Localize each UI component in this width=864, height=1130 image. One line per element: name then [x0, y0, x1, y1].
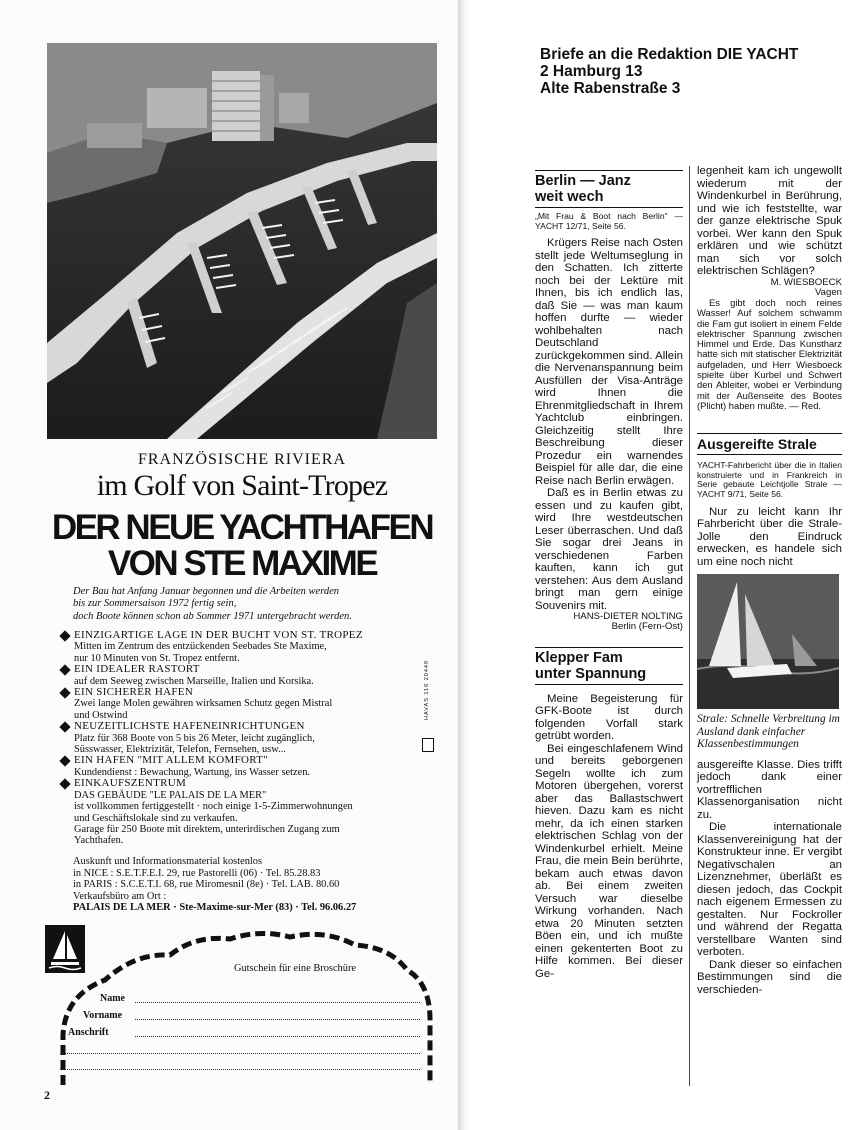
ad-feature-title: EIN SICHERER HAFEN [60, 687, 435, 698]
letter1-headline-line: weit wech [535, 189, 604, 205]
coupon-name-label: Name [100, 993, 125, 1004]
ad-contact-line: in NICE : S.E.T.F.E.I. 29, rue Pastorelli (06) · Tel. 85.28.83 [73, 867, 321, 879]
ad-feature-line: Mitten im Zentrum des entzückenden Seebades Ste Maxime, [74, 641, 327, 653]
coupon-anschrift-line [135, 1036, 420, 1037]
ad-contact-line: PALAIS DE LA MER · Ste-Maxime-sur-Mer (83) · Tel. 96.06.27 [73, 902, 357, 914]
letter2-continued: legenheit kam ich ungewollt wiederum mit der Windenkurbel in Berührung, und wie ich feststellte, war der ganze elektrische Spuk vorbei. Wer kann den Spuk erklären und wie schützt man sich vor solch elektrischen Schlägen? [697, 165, 842, 277]
ad-feature-line: Zwei lange Molen gewähren wirksamen Schutz gegen Mistral [74, 698, 333, 710]
ad-feature [60, 778, 435, 846]
ad-intro-line: doch Boote können schon ab Sommer 1971 untergebracht werden. [73, 610, 352, 622]
ad-contact-line: in PARIS : S.C.E.T.I. 68, rue Miromesnil (8e) · Tel. LAB. 80.60 [73, 879, 340, 891]
ad-feature-title: EINKAUFSZENTRUM [60, 778, 435, 789]
ad-feature [60, 721, 435, 755]
ad-feature-list [60, 630, 435, 847]
ad-headline-line1: DER NEUE YACHTHAFEN [51, 508, 433, 547]
marina-aerial-photo [47, 43, 437, 439]
coupon-blank-line[interactable] [60, 1053, 420, 1054]
page-number: 2 [44, 1088, 50, 1102]
ad-feature-line: Kundendienst : Bewachung, Wartung, ins Wasser setzen. [74, 766, 311, 778]
coupon-vorname-field[interactable] [65, 1010, 420, 1021]
editorial-address [540, 46, 840, 97]
letter1-headline-line: Berlin — Janz [535, 173, 631, 189]
letter2-signature-place: Vagen [814, 286, 842, 298]
letter3-paragraph: Dank dieser so einfachen Bestimmungen sind die verschieden- [697, 958, 842, 996]
coupon-vorname-line [135, 1019, 420, 1020]
ad-feature-line: Platz für 368 Boote von 5 bis 26 Meter, leicht zugänglich, [74, 732, 315, 744]
letters-column-2 [697, 165, 842, 996]
letter2-signature-name: M. WIESBOECK [770, 276, 842, 288]
ad-contact [73, 856, 433, 914]
coupon-title: Gutschein für eine Broschüre [233, 963, 357, 974]
address-line: 2 Hamburg 13 [540, 63, 643, 80]
ad-intro-line: bis zur Sommersaison 1972 fertig sein, [73, 598, 237, 610]
letter3-paragraph: Die internationale Klassenvereinigung hat der Konstrukteur inne. Er vergibt Negativschalen an Lizenznehmer, überläßt es diesen jedoch, das Cockpit nach eigenem Ermessen zu gestalten. Nur Fockroller und während der Regatta verstellbare Wanten sind verboten. [697, 821, 842, 959]
coupon-name-field[interactable] [65, 993, 420, 1004]
ad-feature [60, 630, 435, 664]
ad-feature-title: EINZIGARTIGE LAGE IN DER BUCHT VON ST. TROPEZ [60, 630, 435, 641]
letter1-headline [535, 170, 683, 208]
ad-feature-line: Garage für 250 Boote mit direktem, unterirdischen Zugang zum [74, 823, 340, 835]
ad-feature-line: DAS GEBÄUDE "LE PALAIS DE LA MER" [74, 789, 267, 801]
letter2-headline-line: Klepper Fam [535, 649, 623, 666]
ad-feature-line: nur 10 Minuten von St. Tropez entfernt. [74, 652, 240, 664]
ad-feature-line: und Geschäftslokale sind zu verkaufen. [74, 812, 238, 824]
coupon-blank-line[interactable] [60, 1069, 420, 1070]
ad-feature-line: Yachthafen. [74, 835, 124, 847]
ad-intro-line: Der Bau hat Anfang Januar begonnen und die Arbeiten werden [73, 586, 340, 597]
letter2-paragraph: Bei eingeschlafenem Wind und bereits geborgenen Segeln wollte ich zum Motoren übergehen, vorerst aber das Ballastschwert hieven. Dazu kam es nicht mehr, da ich einen starken elektrischen Schlag von der Windenkurbel erhielt. Meine Frau, die mein Bein berührte, bekam auch etwas davon ab. Bei einem zweiten Versuch war dieselbe Wirkung vorhanden. Nach etwa 20 Minuten setzten Böen ein, und ich mußte einen gekenterten Boot zu Hilfe kommen. Bei dieser Ge- [535, 742, 683, 980]
ad-feature [60, 755, 435, 778]
ad-feature [60, 664, 435, 687]
ad-feature-title: EIN HAFEN "MIT ALLEM KOMFORT" [60, 755, 435, 766]
ad-feature-line: und Ostwind [74, 709, 128, 721]
letter3-paragraph: Nur zu leicht kann Ihr Fahrbericht über die Strale-Jolle den Eindruck erwecken, es handele sich um eine noch nicht [697, 505, 842, 568]
letter2-editor-reply: Es gibt doch noch reines Wasser! Auf solchem schwamm die Fam gut isoliert in einem Felde elektrischer Spannung zwischen Himmel und Erde. Das Kunstharz hatte sich mit statischer Elektrizität aufgeladen, und Herr Wiesboeck spielte über Kurbel und Schwert den Ableiter, wobei er Verbindung mit der Außenseite des Bootes (Plicht) haben mußte. — Red. [697, 296, 842, 411]
page-gutter [458, 0, 470, 1130]
brochure-coupon [45, 925, 440, 1085]
coupon-border [45, 925, 440, 1085]
letter3-headline: Ausgereifte Strale [697, 433, 842, 455]
address-line: Alte Rabenstraße 3 [540, 80, 681, 97]
sailboat-logo-icon [45, 925, 85, 973]
address-line: Briefe an die Redaktion DIE YACHT [540, 46, 799, 63]
letter1-signature-name: HANS-DIETER NOLTING [573, 611, 683, 623]
coupon-anschrift-field[interactable] [65, 1027, 420, 1038]
coupon-vorname-label: Vorname [83, 1010, 123, 1021]
ad-feature-line: Süsswasser, Elektrizität, Telefon, Fernsehen, usw... [74, 744, 286, 756]
letter2-headline [535, 647, 683, 685]
ad-subtitle: im Golf von Saint-Tropez [96, 469, 388, 502]
coupon-anschrift-label: Anschrift [68, 1027, 109, 1038]
ad-contact-line: Verkaufsbüro am Ort : [73, 890, 167, 902]
column-divider [689, 166, 690, 1086]
ad-agency-code: HAVAS 116 20449 [424, 660, 430, 720]
ad-feature-title: EIN IDEALER RASTORT [60, 664, 435, 675]
letter2-headline-line: unter Spannung [535, 665, 647, 682]
letter1-paragraph: Krügers Reise nach Osten stellt jede Weltumseglung in den Schatten. Ich zitterte noch bei der Lektüre mit Ihnen, bis ich endlich las, daß Sie — was man kaum hoffen durfte — wieder wohlbehalten nach Deutschland zurückgekommen sind. Allein die Nervenanspannung beim Ausfüllen der Visa-Anträge wird Ihnen die Ehrenmitgliedschaft in Ihrem Yachtclub einbringen. Gleichzeitig stellt Ihre Beschreibung dieser Prozedur ein warnendes Beispiel für alle dar, die eine Reise nach Berlin erwägen. [535, 237, 683, 487]
photo-caption: Strale: Schnelle Verbreitung im Ausland dank einfacher Klassenbestimmungen [697, 713, 840, 751]
letters-column-1 [535, 170, 683, 980]
ad-intro [73, 586, 433, 623]
ad-headline-line2: VON STE MAXIME [107, 544, 377, 583]
ad-feature-line: ist vollkommen fertiggestellt · noch einige 1-5-Zimmerwohnungen [74, 801, 353, 813]
letter1-signature-place: Berlin (Fern-Ost) [611, 621, 683, 633]
agency-logo-icon [422, 738, 434, 752]
ad-feature [60, 687, 435, 721]
letter2-paragraph: Meine Begeisterung für GFK-Boote ist durch folgenden Vorfall stark getrübt worden. [535, 692, 683, 743]
strale-sailboat-photo [697, 574, 839, 709]
letter1-reference: „Mit Frau & Boot nach Berlin" — YACHT 12/71, Seite 56. [535, 211, 683, 231]
ad-feature-line: auf dem Seeweg zwischen Marseille, Italien und Korsika. [74, 675, 314, 687]
ad-kicker: FRANZÖSISCHE RIVIERA [137, 451, 346, 468]
ad-feature-title: NEUZEITLICHSTE HAFENEINRICHTUNGEN [60, 721, 435, 732]
ad-contact-line: Auskunft und Informationsmaterial kostenlos [73, 856, 263, 867]
coupon-name-line [135, 1002, 420, 1003]
letter3-reference: YACHT-Fahrbericht über die in Italien konstruierte und in Frankreich in Serie gebaute Leichtjolle Strale — YACHT 9/71, Seite 56. [697, 460, 842, 499]
ad-headline [47, 510, 437, 582]
letter1-paragraph: Daß es in Berlin etwas zu essen und zu kaufen gibt, wird Ihre westdeutschen Leser überraschen. Und daß Sie sogar drei Jeans in verschiedenen Farben kauften, kann ich gut verstehen: Aus dem Ausland bringt man gern einige Souvenirs mit. [535, 487, 683, 612]
letter3-paragraph: ausgereifte Klasse. Dies trifft jedoch dank einer vortrefflichen Klassenorganisation nicht zu. [697, 758, 842, 821]
